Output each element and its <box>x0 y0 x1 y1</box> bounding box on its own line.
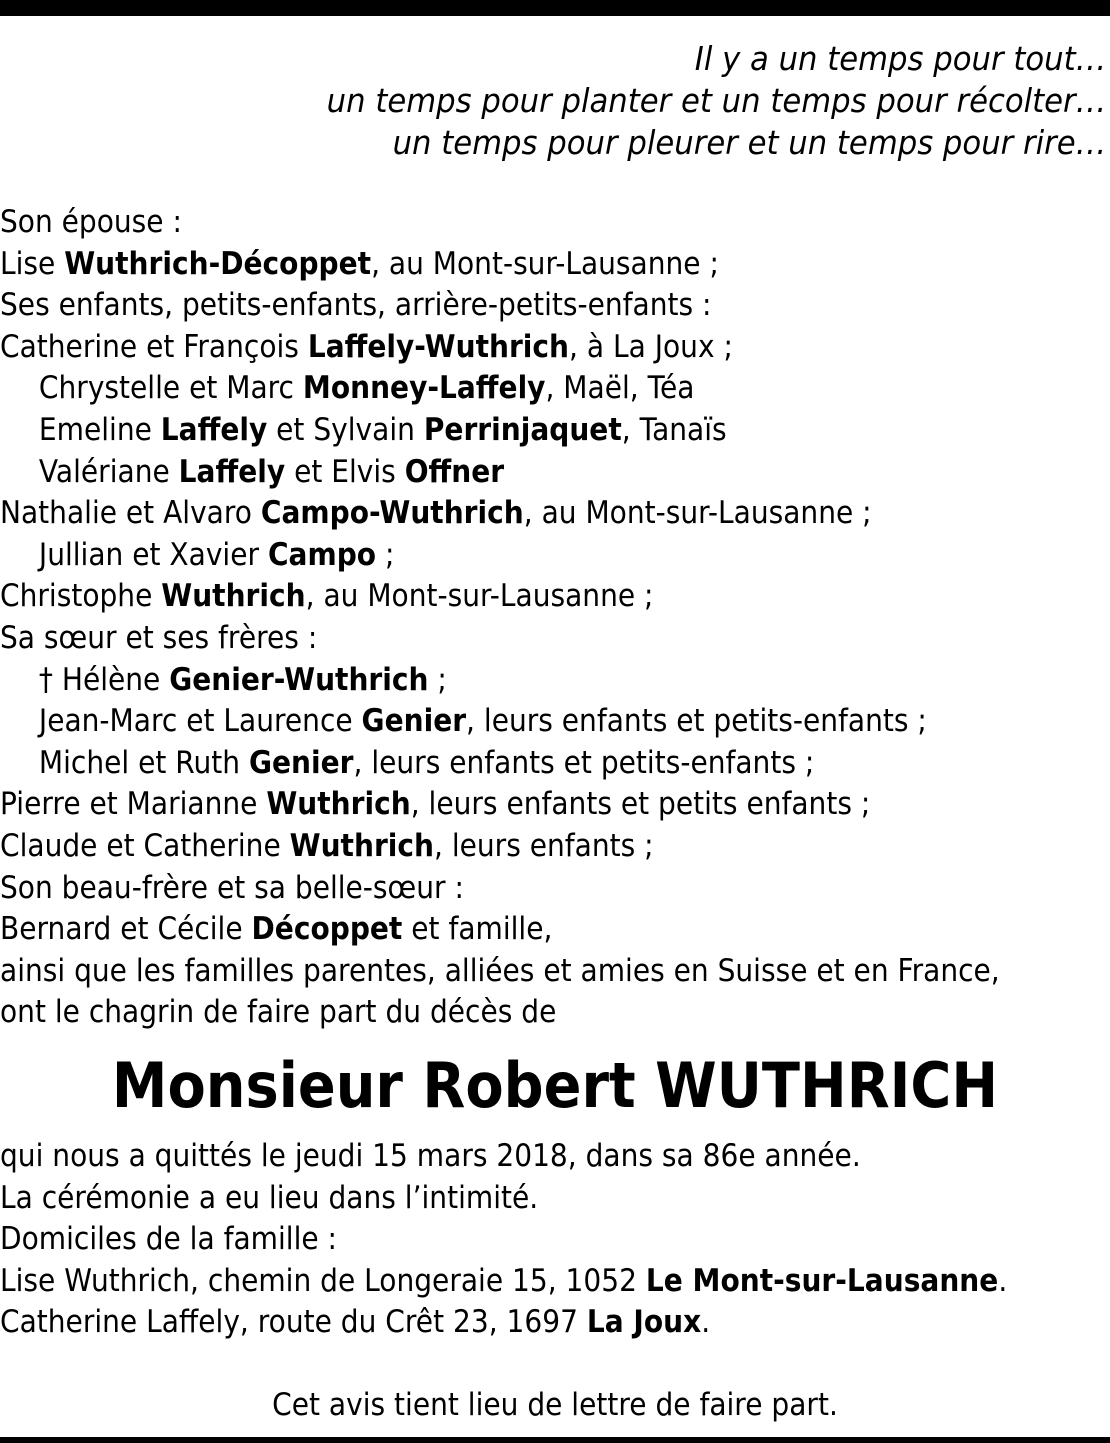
text-segment: , Tanaïs <box>621 411 727 448</box>
surname: Laffely-Wuthrich <box>307 328 570 365</box>
family-line <box>0 452 1005 494</box>
text-segment: Son beau-frère et sa belle-sœur : <box>0 869 464 906</box>
family-line <box>0 992 1005 1034</box>
text-segment: Claude et Catherine <box>0 827 290 864</box>
family-line <box>0 618 1005 660</box>
text-segment: La cérémonie a eu lieu dans l’intimité. <box>0 1179 539 1216</box>
text-segment: et Sylvain <box>267 411 424 448</box>
text-segment: Domiciles de la famille : <box>0 1221 338 1258</box>
family-line <box>0 368 1005 410</box>
text-segment: Ses enfants, petits-enfants, arrière-petits-enfants : <box>0 287 712 324</box>
detail-line <box>0 1302 1005 1344</box>
quote-line: Il y a un temps pour tout… <box>694 39 1106 78</box>
surname: Wuthrich <box>266 786 411 823</box>
quote-line: un temps pour planter et un temps pour récolter… <box>326 81 1106 120</box>
text-segment: ; <box>428 661 447 698</box>
surname: Campo-Wuthrich <box>260 495 524 532</box>
family-line <box>0 202 1005 244</box>
text-segment: . <box>998 1262 1008 1299</box>
text-segment: , leurs enfants et petits-enfants ; <box>353 744 815 781</box>
family-list <box>0 202 1110 1034</box>
family-line <box>0 285 1005 327</box>
text-segment: ; <box>376 536 395 573</box>
text-segment: Jullian et Xavier <box>38 536 268 573</box>
text-segment: Michel et Ruth <box>38 744 249 781</box>
top-rule <box>0 0 1110 16</box>
text-segment: Sa sœur et ses frères : <box>0 619 318 656</box>
surname: Campo <box>267 536 377 573</box>
closing-note: Cet avis tient lieu de lettre de faire part. <box>272 1387 838 1423</box>
surname: Genier <box>361 703 467 740</box>
text-segment: , leurs enfants ; <box>434 827 654 864</box>
epigraph-quote <box>326 38 1106 164</box>
family-line <box>0 327 1005 369</box>
text-segment: † Hélène <box>38 661 170 698</box>
family-line <box>0 576 1005 618</box>
family-line <box>0 743 1005 785</box>
surname: Wuthrich <box>161 578 306 615</box>
family-line <box>0 784 1005 826</box>
detail-line <box>0 1219 1005 1261</box>
text-segment: , leurs enfants et petits-enfants ; <box>466 703 927 740</box>
text-segment: , Maël, Téa <box>545 370 695 407</box>
text-segment: ainsi que les familles parentes, alliées et amies en Suisse et en France, <box>0 952 1000 989</box>
text-segment: , au Mont-sur-Lausanne ; <box>523 495 872 532</box>
surname: Laffely <box>160 411 268 448</box>
text-segment: Christophe <box>0 578 162 615</box>
text-segment: , à La Joux ; <box>569 328 733 365</box>
family-line <box>0 660 1005 702</box>
family-line <box>0 868 1005 910</box>
family-line <box>0 826 1005 868</box>
text-segment: , au Mont-sur-Lausanne ; <box>371 245 719 282</box>
detail-line <box>0 1178 1005 1220</box>
text-segment: , leurs enfants et petits enfants ; <box>410 786 871 823</box>
text-segment: . <box>701 1304 711 1341</box>
text-segment: Pierre et Marianne <box>0 786 267 823</box>
text-segment: Bernard et Cécile <box>0 911 252 948</box>
family-line <box>0 493 1005 535</box>
text-segment: Son épouse : <box>0 204 182 240</box>
text-segment: Jean-Marc et Laurence <box>38 703 362 740</box>
surname: Laffely <box>178 453 286 490</box>
family-line <box>0 909 1005 951</box>
text-segment: et famille, <box>402 911 553 948</box>
surname: Genier-Wuthrich <box>169 661 429 698</box>
text-segment: Valériane <box>38 453 179 490</box>
text-segment: qui nous a quittés le jeudi 15 mars 2018, dans sa 86e année. <box>0 1138 861 1174</box>
text-segment: Nathalie et Alvaro <box>0 495 261 532</box>
surname: Offner <box>404 453 505 490</box>
text-segment: et Elvis <box>285 453 405 490</box>
family-line <box>0 410 1005 452</box>
quote-line: un temps pour pleurer et un temps pour rire… <box>392 123 1106 162</box>
family-line <box>0 535 1005 577</box>
family-line <box>0 701 1005 743</box>
text-segment: Emeline <box>38 411 161 448</box>
surname: Genier <box>248 744 354 781</box>
family-line <box>0 951 1005 993</box>
text-segment: ont le chagrin de faire part du décès de <box>0 994 557 1031</box>
family-line <box>0 244 1005 286</box>
text-segment: , au Mont-sur-Lausanne ; <box>305 578 654 615</box>
deceased-name: Monsieur Robert WUTHRICH <box>111 1049 999 1122</box>
surname: Wuthrich <box>289 827 435 864</box>
text-segment: Lise Wuthrich, chemin de Longeraie 15, 1052 <box>0 1262 646 1299</box>
notice-details <box>0 1136 1110 1344</box>
text-segment: Catherine Laffely, route du Crêt 23, 1697 <box>0 1304 587 1341</box>
text-segment: Lise <box>0 245 65 282</box>
surname: Wuthrich-Décoppet <box>64 245 372 282</box>
surname: Perrinjaquet <box>423 411 622 448</box>
text-segment: Catherine et François <box>0 328 308 365</box>
detail-line <box>0 1261 1008 1303</box>
surname: La Joux <box>586 1304 702 1341</box>
bottom-rule <box>0 1437 1110 1443</box>
surname: Monney-Laffely <box>302 370 546 407</box>
detail-line <box>0 1136 1005 1178</box>
surname: Le Mont-sur-Lausanne <box>645 1262 999 1299</box>
text-segment: Chrystelle et Marc <box>38 370 303 407</box>
surname: Décoppet <box>251 911 403 948</box>
